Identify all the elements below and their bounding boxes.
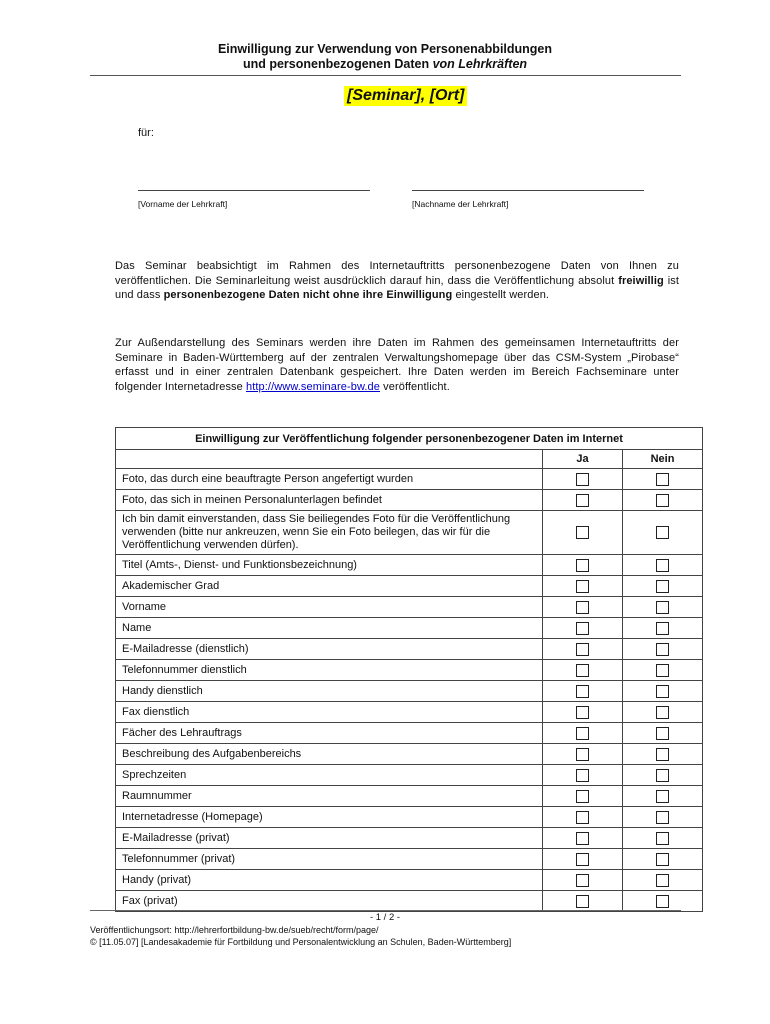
row-label: Fax dienstlich <box>116 702 543 723</box>
cell-yes <box>543 681 623 702</box>
table-row <box>116 511 703 555</box>
table-row <box>116 849 703 870</box>
checkbox-yes[interactable] <box>576 685 589 698</box>
checkbox-yes[interactable] <box>576 526 589 539</box>
row-label: Handy dienstlich <box>116 681 543 702</box>
cell-yes <box>543 702 623 723</box>
cell-yes <box>543 555 623 576</box>
title-line-2 <box>90 57 680 72</box>
row-label: Ich bin damit einverstanden, dass Sie beiliegendes Foto für die Veröffentlichung verwenden (bitte nur ankreuzen, wenn Sie ein Foto beilegen, das wir für die Veröffentlichung verwenden dürfen). <box>116 511 543 555</box>
checkbox-no[interactable] <box>656 643 669 656</box>
table-row <box>116 469 703 490</box>
cell-no <box>623 786 703 807</box>
table-row <box>116 639 703 660</box>
row-label: Handy (privat) <box>116 870 543 891</box>
checkbox-no[interactable] <box>656 790 669 803</box>
table-row <box>116 891 703 912</box>
checkbox-no[interactable] <box>656 685 669 698</box>
cell-no <box>623 511 703 555</box>
checkbox-yes[interactable] <box>576 664 589 677</box>
row-label: Raumnummer <box>116 786 543 807</box>
title-divider <box>90 75 681 76</box>
cell-yes <box>543 765 623 786</box>
p1-text-2: ist und dass <box>115 274 679 301</box>
seminare-link[interactable]: http://www.seminare-bw.de <box>246 380 380 393</box>
cell-yes <box>543 576 623 597</box>
cell-yes <box>543 870 623 891</box>
first-name-line[interactable] <box>138 190 370 191</box>
checkbox-yes[interactable] <box>576 790 589 803</box>
checkbox-no[interactable] <box>656 526 669 539</box>
cell-no <box>623 681 703 702</box>
cell-no <box>623 639 703 660</box>
table-row <box>116 681 703 702</box>
checkbox-no[interactable] <box>656 559 669 572</box>
table-row <box>116 828 703 849</box>
p1-bold-voluntary: freiwillig <box>618 274 664 287</box>
cell-no <box>623 618 703 639</box>
cell-no <box>623 765 703 786</box>
cell-yes <box>543 744 623 765</box>
checkbox-yes[interactable] <box>576 811 589 824</box>
paragraph-publication <box>115 336 679 394</box>
table-row <box>116 618 703 639</box>
checkbox-no[interactable] <box>656 601 669 614</box>
footer-source: Veröffentlichungsort: http://lehrerfortbildung-bw.de/sueb/recht/form/page/ <box>90 925 379 935</box>
header-yes: Ja <box>543 450 623 469</box>
cell-yes <box>543 807 623 828</box>
table-row <box>116 870 703 891</box>
row-label: Foto, das durch eine beauftragte Person angefertigt wurden <box>116 469 543 490</box>
checkbox-yes[interactable] <box>576 748 589 761</box>
checkbox-yes[interactable] <box>576 769 589 782</box>
cell-no <box>623 555 703 576</box>
table-row <box>116 555 703 576</box>
last-name-label: [Nachname der Lehrkraft] <box>412 199 509 209</box>
row-label: Akademischer Grad <box>116 576 543 597</box>
row-label: E-Mailadresse (dienstlich) <box>116 639 543 660</box>
table-row <box>116 490 703 511</box>
checkbox-yes[interactable] <box>576 494 589 507</box>
checkbox-no[interactable] <box>656 832 669 845</box>
checkbox-yes[interactable] <box>576 706 589 719</box>
cell-yes <box>543 660 623 681</box>
last-name-line[interactable] <box>412 190 644 191</box>
table-row <box>116 702 703 723</box>
checkbox-yes[interactable] <box>576 643 589 656</box>
footer-copyright: © [11.05.07] [Landesakademie für Fortbildung und Personalentwicklung an Schulen, Baden-Württemberg] <box>90 937 512 947</box>
cell-yes <box>543 849 623 870</box>
cell-yes <box>543 511 623 555</box>
checkbox-no[interactable] <box>656 895 669 908</box>
p1-bold-consent: personenbezogene Daten nicht ohne ihre Einwilligung <box>163 289 453 301</box>
checkbox-yes[interactable] <box>576 580 589 593</box>
table-row <box>116 660 703 681</box>
checkbox-yes[interactable] <box>576 874 589 887</box>
table-row <box>116 786 703 807</box>
cell-yes <box>543 723 623 744</box>
consent-table-title: Einwilligung zur Veröffentlichung folgender personenbezogener Daten im Internet <box>116 428 703 450</box>
title-line-2-plain: und personenbezogenen Daten <box>242 57 433 71</box>
row-label: Beschreibung des Aufgabenbereichs <box>116 744 543 765</box>
checkbox-yes[interactable] <box>576 895 589 908</box>
checkbox-no[interactable] <box>656 769 669 782</box>
table-row <box>116 723 703 744</box>
cell-no <box>623 660 703 681</box>
document-title <box>90 42 680 72</box>
cell-no <box>623 490 703 511</box>
title-line-2-italic: von Lehrkräften <box>432 57 528 71</box>
cell-no <box>623 597 703 618</box>
cell-yes <box>543 786 623 807</box>
row-label: E-Mailadresse (privat) <box>116 828 543 849</box>
checkbox-yes[interactable] <box>576 832 589 845</box>
checkbox-no[interactable] <box>656 748 669 761</box>
row-label: Telefonnummer (privat) <box>116 849 543 870</box>
page-number: - 1 / 2 - <box>369 912 401 923</box>
checkbox-yes[interactable] <box>576 727 589 740</box>
row-label: Name <box>116 618 543 639</box>
checkbox-no[interactable] <box>656 874 669 887</box>
header-no: Nein <box>623 450 703 469</box>
row-label: Internetadresse (Homepage) <box>116 807 543 828</box>
cell-no <box>623 469 703 490</box>
checkbox-no[interactable] <box>656 473 669 486</box>
cell-no <box>623 891 703 912</box>
cell-no <box>623 828 703 849</box>
row-label: Fax (privat) <box>116 891 543 912</box>
row-label: Fächer des Lehrauftrags <box>116 723 543 744</box>
consent-table <box>115 427 703 912</box>
p1-text-1: Das Seminar beabsichtigt im Rahmen des Internetauftritts personenbezogene Daten von Ihnen zu veröffentlichen. Die Seminarleitung weist ausdrücklich darauf hin, dass die Veröffentlichung absolut <box>115 260 679 287</box>
p2-suffix: veröffentlicht. <box>379 380 450 393</box>
checkbox-no[interactable] <box>656 664 669 677</box>
checkbox-no[interactable] <box>656 853 669 866</box>
checkbox-no[interactable] <box>656 706 669 719</box>
table-row <box>116 807 703 828</box>
checkbox-no[interactable] <box>656 494 669 507</box>
cell-no <box>623 744 703 765</box>
cell-yes <box>543 639 623 660</box>
footer-divider <box>90 910 681 911</box>
cell-no <box>623 723 703 744</box>
cell-no <box>623 702 703 723</box>
cell-no <box>623 576 703 597</box>
fuer-label: für: <box>138 127 154 139</box>
title-line-1: Einwilligung zur Verwendung von Personenabbildungen <box>217 42 553 56</box>
table-row <box>116 744 703 765</box>
cell-yes <box>543 490 623 511</box>
cell-yes <box>543 618 623 639</box>
row-label: Titel (Amts-, Dienst- und Funktionsbezeichnung) <box>116 555 543 576</box>
cell-yes <box>543 828 623 849</box>
table-row <box>116 576 703 597</box>
checkbox-yes[interactable] <box>576 601 589 614</box>
p2-text: Zur Außendarstellung des Seminars werden ihre Daten im Rahmen des gemeinsamen Internetauftritts der Seminare in Baden-Württemberg auf der zentralen Verwaltungshomepage über das CSM-System „Pirobase“ erfasst und in einer zentralen Datenbank gespeichert. Ihre Daten werden im Bereich Fachseminare unter folgender Internetadresse <box>115 337 679 393</box>
cell-yes <box>543 597 623 618</box>
checkbox-yes[interactable] <box>576 622 589 635</box>
checkbox-yes[interactable] <box>576 473 589 486</box>
row-label: Foto, das sich in meinen Personalunterlagen befindet <box>116 490 543 511</box>
row-label: Sprechzeiten <box>116 765 543 786</box>
paragraph-voluntary <box>115 259 679 303</box>
p1-text-3: eingestellt werden. <box>452 289 550 301</box>
table-row <box>116 597 703 618</box>
cell-yes <box>543 469 623 490</box>
cell-yes <box>543 891 623 912</box>
checkbox-no[interactable] <box>656 811 669 824</box>
header-empty-cell <box>116 450 543 469</box>
row-label: Telefonnummer dienstlich <box>116 660 543 681</box>
cell-no <box>623 807 703 828</box>
checkbox-yes[interactable] <box>576 559 589 572</box>
checkbox-no[interactable] <box>656 622 669 635</box>
checkbox-yes[interactable] <box>576 853 589 866</box>
checkbox-no[interactable] <box>656 580 669 593</box>
seminar-placeholder: [Seminar], [Ort] <box>344 86 467 106</box>
first-name-label: [Vorname der Lehrkraft] <box>138 199 228 209</box>
cell-no <box>623 870 703 891</box>
checkbox-no[interactable] <box>656 727 669 740</box>
table-row <box>116 765 703 786</box>
cell-no <box>623 849 703 870</box>
row-label: Vorname <box>116 597 543 618</box>
